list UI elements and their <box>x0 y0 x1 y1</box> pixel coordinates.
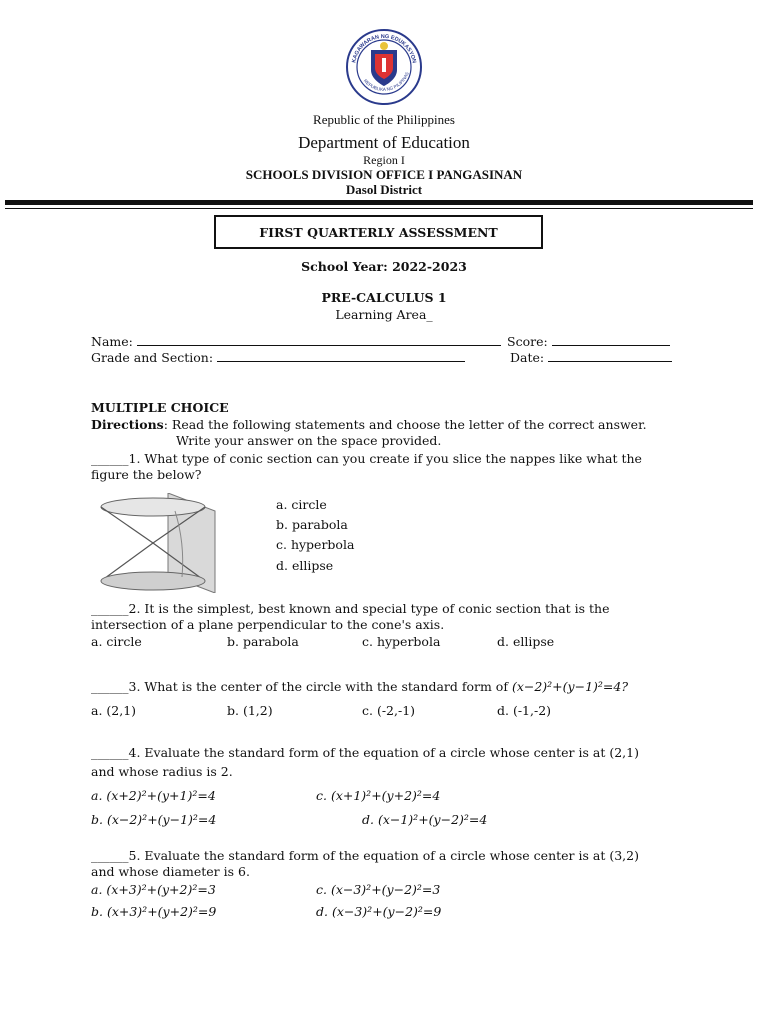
name-blank[interactable] <box>137 335 501 346</box>
q1-choice-d: d. ellipse <box>276 558 334 573</box>
name-label: Name: <box>91 334 133 349</box>
seal-bottom-text: REPUBLIKA NG PILIPINAS <box>362 71 410 92</box>
date-label: Date: <box>510 350 545 365</box>
q4-choice-a: a. (x+2)²+(y+1)²=4 <box>91 788 216 803</box>
name-field[interactable] <box>91 334 501 350</box>
assessment-title: FIRST QUARTERLY ASSESSMENT <box>214 215 543 249</box>
directions <box>91 417 647 433</box>
question-1-text: 1. What type of conic section can you create if you slice the nappes like what the <box>128 451 642 466</box>
q5-choice-b: b. (x+3)²+(y+2)²=9 <box>91 904 217 919</box>
q5-choice-a: a. (x+3)²+(y+2)²=3 <box>91 882 216 897</box>
question-5-text: 5. Evaluate the standard form of the equation of a circle whose center is at (3,2) <box>128 848 639 863</box>
question-4 <box>91 745 639 761</box>
question-5 <box>91 848 639 864</box>
q3-choice-c: c. (-2,-1) <box>362 703 416 718</box>
answer-blank-3[interactable]: ______ <box>91 679 129 694</box>
answer-blank-4[interactable]: ______ <box>91 745 129 760</box>
score-label: Score: <box>507 334 548 349</box>
q2-choice-d: d. ellipse <box>497 634 555 649</box>
school-year: School Year: 2022-2023 <box>301 259 467 274</box>
q3-choice-b: b. (1,2) <box>227 703 273 718</box>
learning-area: Learning Area_ <box>335 307 433 322</box>
district-text: Dasol District <box>345 182 423 197</box>
question-5-text-2: and whose diameter is 6. <box>91 864 250 879</box>
q2-choice-c: c. hyperbola <box>362 634 441 649</box>
header-divider-thin <box>5 208 753 209</box>
q1-choice-b: b. parabola <box>276 517 348 532</box>
directions-text-2: Write your answer on the space provided. <box>176 433 442 448</box>
q5-choice-d: d. (x−3)²+(y−2)²=9 <box>316 904 442 919</box>
q5-choice-c: c. (x−3)²+(y−2)²=3 <box>316 882 441 897</box>
section-heading: MULTIPLE CHOICE <box>91 400 229 415</box>
q3-choice-a: a. (2,1) <box>91 703 137 718</box>
score-field[interactable] <box>507 334 670 350</box>
department-text: Department of Education <box>298 133 470 152</box>
deped-seal-logo <box>345 28 423 106</box>
q2-choice-a: a. circle <box>91 634 142 649</box>
question-1 <box>91 451 642 467</box>
question-2-text: 2. It is the simplest, best known and special type of conic section that is the <box>128 601 610 616</box>
subject-title: PRE-CALCULUS 1 <box>321 290 447 305</box>
answer-blank-2[interactable]: ______ <box>91 601 129 616</box>
answer-blank-1[interactable]: ______ <box>91 451 129 466</box>
header-divider-thick <box>5 200 753 205</box>
score-blank[interactable] <box>552 335 670 346</box>
question-1-text-2: figure the below? <box>91 467 202 482</box>
q2-choice-b: b. parabola <box>227 634 299 649</box>
region-text: Region I <box>363 153 405 167</box>
directions-label: Directions <box>91 417 164 432</box>
grade-section-label: Grade and Section: <box>91 350 214 365</box>
seal-top-text: KAGAWARAN NG EDUKASYON <box>351 33 417 64</box>
q4-choice-b: b. (x−2)²+(y−1)²=4 <box>91 812 217 827</box>
question-3-equation: (x−2)²+(y−1)²=4? <box>511 679 629 694</box>
double-cone-figure <box>90 493 220 593</box>
question-4-text-2: and whose radius is 2. <box>91 764 233 779</box>
q4-choice-c: c. (x+1)²+(y+2)²=4 <box>316 788 441 803</box>
q3-choice-d: d. (-1,-2) <box>497 703 552 718</box>
question-4-text: 4. Evaluate the standard form of the equation of a circle whose center is at (2,1) <box>128 745 639 760</box>
grade-section-blank[interactable] <box>217 351 465 362</box>
question-3 <box>91 679 628 695</box>
date-blank[interactable] <box>548 351 672 362</box>
q1-choice-a: a. circle <box>276 497 327 512</box>
question-2-text-2: intersection of a plane perpendicular to the cone's axis. <box>91 617 445 632</box>
directions-text: : Read the following statements and choose the letter of the correct answer. <box>163 417 647 432</box>
question-2 <box>91 601 610 617</box>
republic-text: Republic of the Philippines <box>313 112 455 127</box>
division-text: SCHOOLS DIVISION OFFICE I PANGASINAN <box>245 167 523 182</box>
grade-section-field[interactable] <box>91 350 465 366</box>
question-3-text: 3. What is the center of the circle with the standard form of <box>128 679 508 694</box>
date-field[interactable] <box>510 350 672 366</box>
answer-blank-5[interactable]: ______ <box>91 848 129 863</box>
q1-choice-c: c. hyperbola <box>276 537 355 552</box>
q4-choice-d: d. (x−1)²+(y−2)²=4 <box>362 812 488 827</box>
